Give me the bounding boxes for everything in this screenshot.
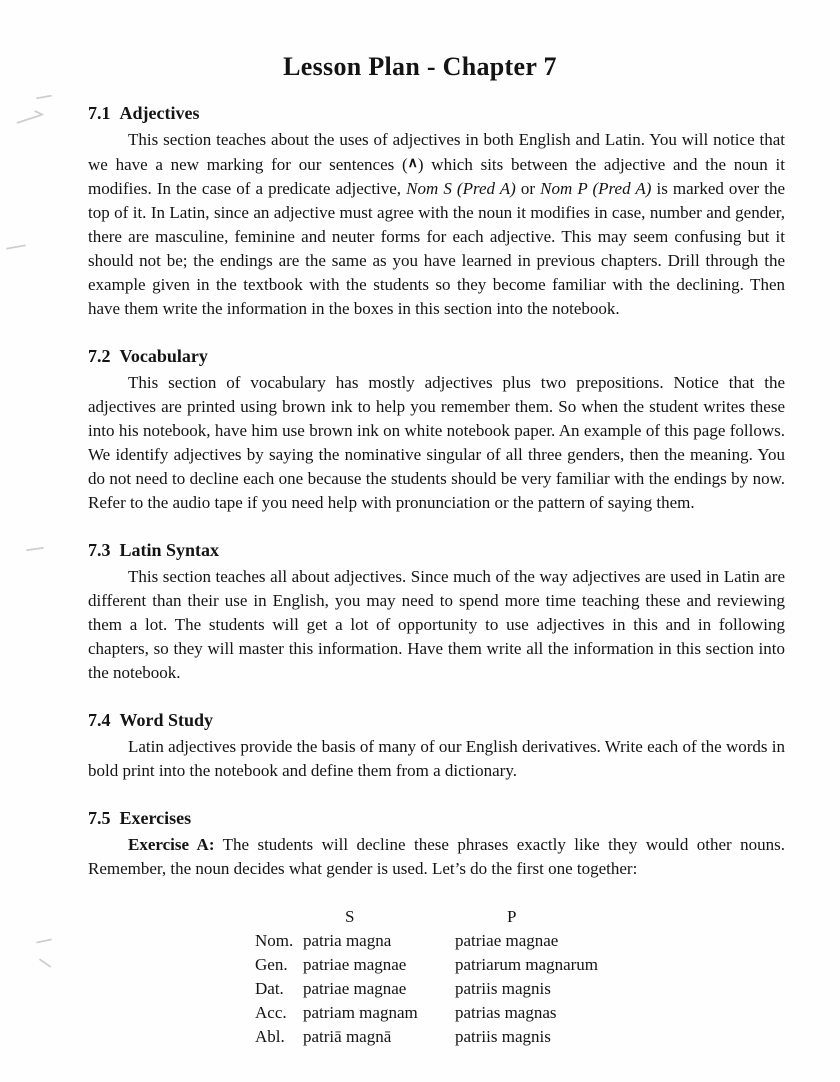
section-number: 7.5	[88, 808, 111, 828]
paragraph	[88, 371, 785, 515]
table-row	[255, 977, 785, 1001]
exercise-label: Exercise A:	[128, 835, 215, 854]
paragraph	[88, 735, 785, 783]
table-row	[255, 1025, 785, 1049]
section-heading	[88, 539, 785, 562]
cell-singular: patriae magnae	[303, 955, 407, 974]
section-heading	[88, 102, 785, 125]
page-title: Lesson Plan - Chapter 7	[283, 52, 557, 81]
text-run: ) which sits between the adjective and the noun it modifies. In the case of a predicate adjective,	[88, 155, 785, 198]
cell-plural: patriis magnis	[455, 979, 551, 998]
text-run: is marked over the top of it. In Latin, since an adjective must agree with the noun it modifies in case, number and gender, there are masculine, feminine and neuter forms for each adjective. This may seem confusing but it should not be; the endings are the same as you have learned in previous chapters. Drill through the example given in the textbook with the students so they become familiar with the declining. Then have them write the information in the boxes in this section into the notebook.	[88, 179, 785, 318]
text-run: or	[515, 179, 541, 198]
scan-artifact	[39, 958, 52, 968]
section-heading	[88, 807, 785, 830]
section-heading-label: Exercises	[119, 808, 192, 828]
text-run: This section teaches about the uses of adjectives in both English and Latin. You will notice that we have a new marking for our sentences (	[88, 130, 785, 174]
table-header-plural: P	[507, 907, 517, 926]
text-run: The students will decline these phrases exactly like they would other nouns. Remember, the noun decides what gender is used. Let’s do the first one together:	[88, 835, 785, 878]
table-row	[255, 1001, 785, 1025]
section-vocabulary	[88, 345, 785, 515]
scan-artifact	[6, 244, 26, 249]
text-run: This section of vocabulary has mostly adjectives plus two prepositions. Notice that the adjectives are printed using brown ink to help you remember them. So when the student writes these into his notebook, have him use brown ink on white notebook paper. An example of this page follows. We identify adjectives by saying the nominative singular of all three genders, then the meaning. You do not need to decline each one because the students should be very familiar with the endings by now. Refer to the audio tape if you need help with pronunciation or the pattern of saying them.	[88, 373, 785, 512]
scan-artifact	[36, 95, 52, 100]
section-heading-label: Vocabulary	[119, 346, 208, 366]
cell-singular: patria magna	[303, 931, 392, 950]
paragraph	[88, 565, 785, 685]
cell-singular: patriā magnā	[303, 1027, 392, 1046]
cell-plural: patriis magnis	[455, 1027, 551, 1046]
paragraph	[88, 128, 785, 321]
declension-table	[255, 905, 785, 1049]
cell-plural: patriarum magnarum	[455, 955, 599, 974]
section-heading-label: Word Study	[119, 710, 214, 730]
scan-artifact	[36, 938, 52, 943]
scan-artifact	[16, 114, 41, 124]
text-run: This section teaches all about adjectives. Since much of the way adjectives are used in Latin are different than their use in English, you may need to spend more time teaching these and reviewing them a lot. The students will get a lot of opportunity to use adjectives in this and in following chapters, so they will master this information. Have them write all the information in this section into the notebook.	[88, 567, 785, 682]
table-header-singular: S	[345, 907, 355, 926]
table-row	[255, 953, 785, 977]
section-number: 7.4	[88, 710, 111, 730]
section-word-study	[88, 709, 785, 783]
cell-plural: patrias magnas	[455, 1003, 557, 1022]
section-number: 7.1	[88, 103, 111, 123]
scan-artifact	[26, 547, 44, 551]
paragraph	[88, 833, 785, 881]
case-label: Abl.	[255, 1027, 285, 1046]
case-label: Gen.	[255, 955, 288, 974]
case-label: Acc.	[255, 1003, 287, 1022]
case-label: Dat.	[255, 979, 284, 998]
section-heading	[88, 345, 785, 368]
section-exercises	[88, 807, 785, 881]
cell-singular: patriam magnam	[303, 1003, 418, 1022]
table-header-row	[255, 905, 785, 929]
section-heading-label: Adjectives	[119, 103, 200, 123]
case-label: Nom.	[255, 931, 294, 950]
section-number: 7.2	[88, 346, 111, 366]
section-latin-syntax	[88, 539, 785, 685]
document-body	[88, 102, 785, 1049]
table-row	[255, 929, 785, 953]
caret-mark: ∧	[407, 156, 418, 171]
section-heading-label: Latin Syntax	[119, 540, 220, 560]
section-number: 7.3	[88, 540, 111, 560]
italic-phrase: Nom S (Pred A)	[406, 179, 516, 198]
cell-singular: patriae magnae	[303, 979, 407, 998]
italic-phrase: Nom P (Pred A)	[540, 179, 652, 198]
section-heading	[88, 709, 785, 732]
cell-plural: patriae magnae	[455, 931, 559, 950]
text-run: Latin adjectives provide the basis of many of our English derivatives. Write each of the words in bold print into the notebook and define them from a dictionary.	[88, 737, 785, 780]
section-adjectives	[88, 102, 785, 321]
